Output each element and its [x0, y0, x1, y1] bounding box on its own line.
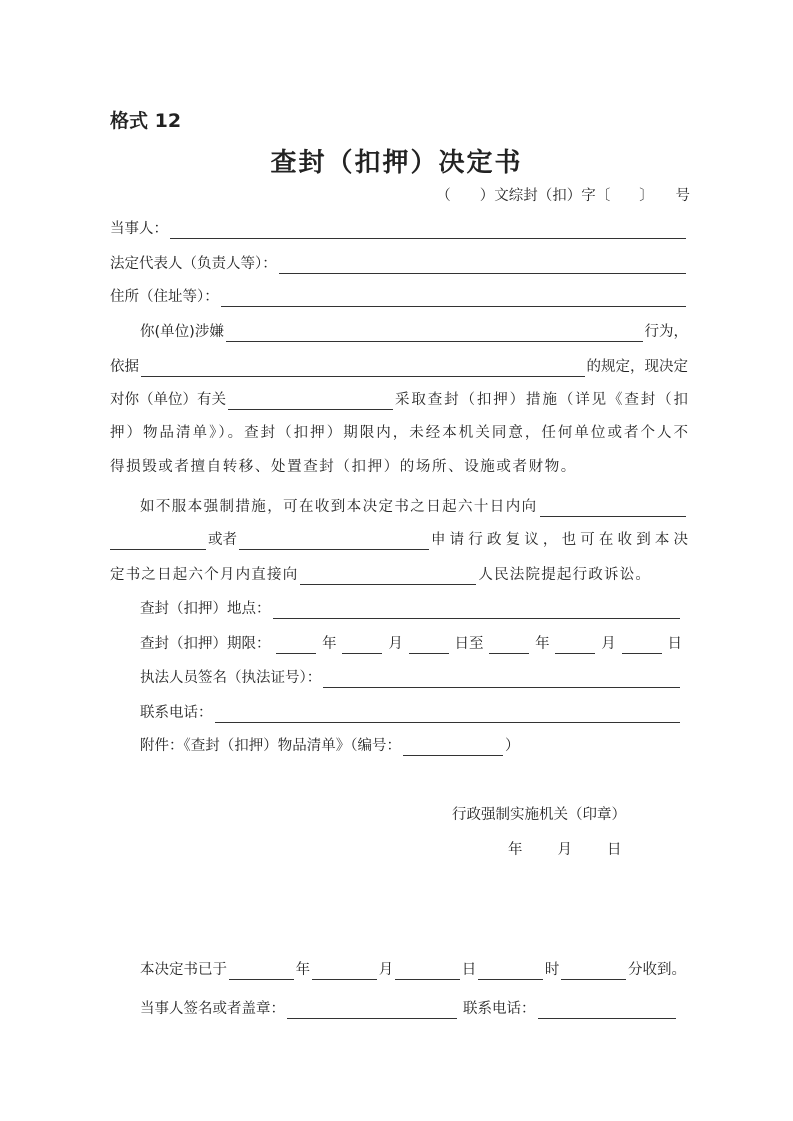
phone-label: 联系电话： [140, 705, 213, 721]
text: 定书之日起六个月内直接向 [110, 567, 299, 583]
body-line-6 [140, 497, 688, 517]
end-month-field[interactable] [555, 636, 595, 654]
text: 押）物品清单》）。查封（扣押）期限内，未经本机关同意，任何单位或者个人不 [110, 425, 688, 441]
phone-field[interactable] [215, 705, 681, 723]
phone-row [140, 703, 682, 723]
body-line-3 [110, 390, 688, 410]
attachment-row [140, 736, 520, 756]
officer-row [140, 668, 682, 688]
page-title [0, 146, 793, 180]
start-day-field[interactable] [409, 636, 449, 654]
period-row [140, 634, 682, 654]
text: 行为， [644, 324, 688, 340]
receipt-hour-field[interactable] [478, 962, 543, 980]
review-authority-3-field[interactable] [239, 532, 429, 550]
receipt-month-field[interactable] [312, 962, 377, 980]
address-field[interactable] [221, 289, 686, 307]
location-row [140, 599, 682, 619]
text: 月 [378, 962, 394, 978]
text: 分收到。 [627, 962, 686, 978]
text: 月 [388, 636, 403, 652]
start-year-field[interactable] [276, 636, 316, 654]
doc-number-text: （ ）文综封（扣）字〔 〕 号 [436, 188, 690, 204]
text: 日 [667, 636, 682, 652]
text: 如不服本强制措施，可在收到本决定书之日起六十日内向 [140, 499, 538, 515]
receipt-phone-field[interactable] [538, 1001, 677, 1019]
period-label: 查封（扣押）期限： [140, 636, 271, 652]
authority-seal [452, 805, 626, 825]
text: 年 [322, 636, 337, 652]
end-day-field[interactable] [622, 636, 662, 654]
party-label: 当事人： [110, 221, 168, 237]
body-line-2 [110, 357, 688, 377]
format-label [110, 108, 181, 134]
text: 月 [601, 636, 616, 652]
attachment-number-field[interactable] [403, 738, 503, 756]
authority-text: 行政强制实施机关（印章） [452, 807, 626, 823]
receipt-row [140, 960, 686, 980]
text: 年 [535, 636, 550, 652]
start-month-field[interactable] [342, 636, 382, 654]
text: 人民法院提起行政诉讼。 [478, 567, 652, 583]
body-line-1 [140, 322, 688, 342]
officer-field[interactable] [323, 670, 680, 688]
officer-label: 执法人员签名（执法证号）： [140, 670, 322, 686]
suspected-act-field[interactable] [226, 324, 643, 342]
receipt-phone-label: 联系电话： [463, 1001, 536, 1017]
text: 本决定书已于 [140, 962, 227, 978]
signature-date [508, 840, 624, 860]
body-line-8 [110, 565, 688, 585]
location-field[interactable] [273, 601, 681, 619]
review-authority-2-field[interactable] [110, 532, 206, 550]
body-line-4 [110, 423, 688, 443]
text: 采取查封（扣押）措施（详见《查封（扣 [395, 392, 688, 408]
receipt-minute-field[interactable] [561, 962, 626, 980]
legal-rep-label: 法定代表人（负责人等）： [110, 256, 277, 272]
location-label: 查封（扣押）地点： [140, 601, 271, 617]
party-sign-label: 当事人签名或者盖章： [140, 1001, 285, 1017]
review-authority-1-field[interactable] [540, 499, 687, 517]
court-field[interactable] [300, 567, 476, 585]
text: ） [505, 738, 520, 754]
text: 或者 [208, 532, 237, 548]
text: 依据 [110, 359, 139, 375]
legal-rep-row [110, 254, 688, 274]
text: 日至 [454, 636, 484, 652]
text: 得损毁或者擅自转移、处置查封（扣押）的场所、设施或者财物。 [110, 459, 577, 475]
text: 申请行政复议，也可在收到本决 [431, 532, 688, 548]
end-year-field[interactable] [489, 636, 529, 654]
related-items-field[interactable] [228, 392, 393, 410]
address-row [110, 287, 688, 307]
legal-rep-field[interactable] [279, 256, 686, 274]
text: 日 [461, 962, 477, 978]
party-sign-row [140, 999, 678, 1019]
text: 时 [544, 962, 560, 978]
receipt-year-field[interactable] [229, 962, 294, 980]
title-text: 查封（扣押）决定书 [270, 148, 523, 178]
date-text: 年 月 日 [508, 842, 624, 858]
party-sign-field[interactable] [287, 1001, 457, 1019]
doc-number [436, 186, 690, 206]
legal-basis-field[interactable] [141, 359, 585, 377]
text: 对你（单位）有关 [110, 392, 226, 408]
text: 你(单位)涉嫌 [140, 324, 224, 340]
attachment-label: 附件：《查封（扣押）物品清单》（编号： [140, 738, 401, 754]
text: 的规定，现决定 [586, 359, 688, 375]
body-line-7 [110, 530, 688, 550]
receipt-day-field[interactable] [395, 962, 460, 980]
text: 年 [295, 962, 311, 978]
party-field[interactable] [170, 221, 686, 239]
format-label-text: 格式 12 [110, 110, 182, 132]
party-row [110, 219, 688, 239]
body-line-5 [110, 457, 688, 477]
address-label: 住所（住址等）： [110, 289, 219, 305]
